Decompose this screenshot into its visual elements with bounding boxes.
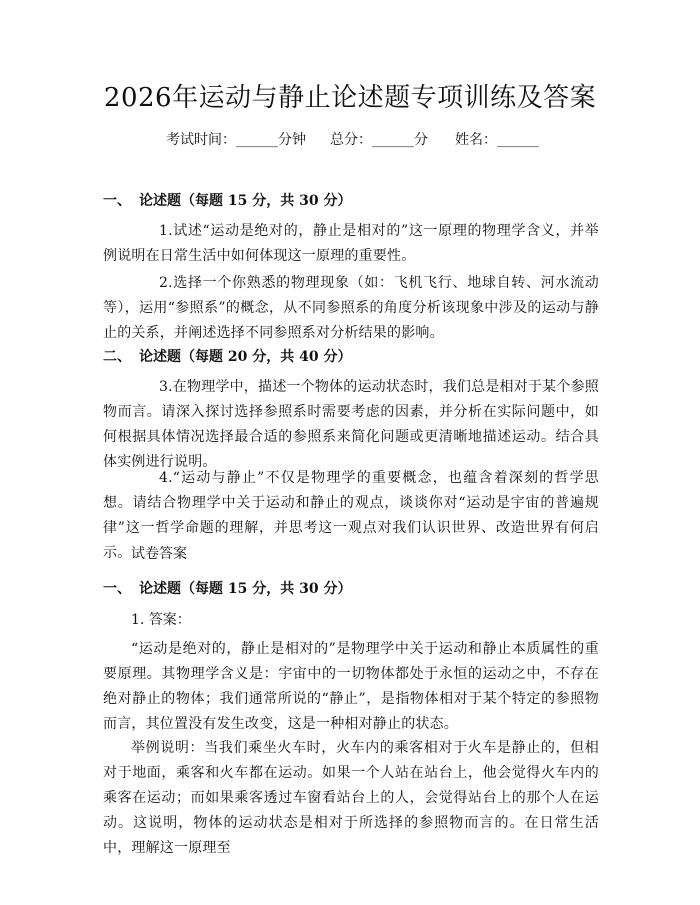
section-title: 论述题（每题 15 分，共 30 分）: [139, 581, 352, 597]
question-text: “运动与静止”不仅是物理学的重要概念，也蕴含着深刻的哲学思想。请结合物理学中关于运动和静止的观点，谈谈你对“运动是宇宙的普遍规律”这一哲学命题的理解，并思考这一观点对我们认识世界、改造世界有何启示。: [103, 470, 599, 561]
section-heading: [103, 189, 351, 213]
document-title: 2026年运动与静止论述题专项训练及答案: [103, 83, 597, 113]
question-text: 在物理学中，描述一个物体的运动状态时，我们总是相对于某个参照物而言。请深入探讨选择参照系时需要考虑的因素，并分析在实际问题中，如何根据具体情况选择最合适的参照系来简化问题或更清晰地描述运动。结合具体实例进行说明。: [103, 379, 599, 470]
question-number: 1.: [159, 223, 173, 239]
question-number: 4.: [159, 470, 173, 486]
question-item: [103, 271, 599, 346]
question-text: 试述“运动是绝对的，静止是相对的”这一原理的物理学含义，并举例说明在日常生活中如何体现这一原理的重要性。: [103, 223, 599, 264]
total-score-field: 总分：______分: [330, 132, 428, 148]
question-item: [103, 375, 599, 475]
question-number: 2.: [159, 275, 173, 291]
answer-paragraph: 举例说明：当我们乘坐火车时，火车内的乘客相对于火车是静止的，但相对于地面，乘客和火车都在运动。如果一个人站在站台上，他会觉得火车内的乘客在运动；而如果乘客透过车窗看站台上的人，会觉得站台上的那个人在运动。这说明，物体的运动状态是相对于所选择的参照物而言的。在日常生活中，理解这一原理至: [103, 740, 599, 856]
section-number: 一、: [103, 581, 131, 597]
section-heading: [103, 345, 351, 369]
section-number: 二、: [103, 349, 131, 365]
section-title: 论述题（每题 20 分，共 40 分）: [139, 349, 352, 365]
answers-label: 试卷答案: [131, 546, 187, 562]
section-title: 论述题（每题 15 分，共 30 分）: [139, 193, 352, 209]
exam-time-field: 考试时间：______分钟: [166, 132, 306, 148]
student-name-field: 姓名：______: [455, 132, 539, 148]
question-number: 3.: [159, 379, 173, 395]
section-number: 一、: [103, 193, 131, 209]
question-text: 选择一个你熟悉的物理现象（如：飞机飞行、地球自转、河水流动等），运用“参照系”的概念，从不同参照系的角度分析该现象中涉及的运动与静止的关系，并阐述选择不同参照系对分析结果的影响。: [103, 275, 599, 341]
answer-paragraph: “运动是绝对的，静止是相对的”是物理学中关于运动和静止本质属性的重要原理。其物理学含义是：宇宙中的一切物体都处于永恒的运动之中，不存在绝对静止的物体；我们通常所说的“静止”，是指物体相对于某个特定的参照物而言，其位置没有发生改变，这是一种相对静止的状态。: [103, 641, 599, 732]
answer-item-label: 1. 答案：: [131, 612, 191, 628]
answer-section-heading: [103, 577, 351, 601]
question-item: [103, 219, 599, 269]
